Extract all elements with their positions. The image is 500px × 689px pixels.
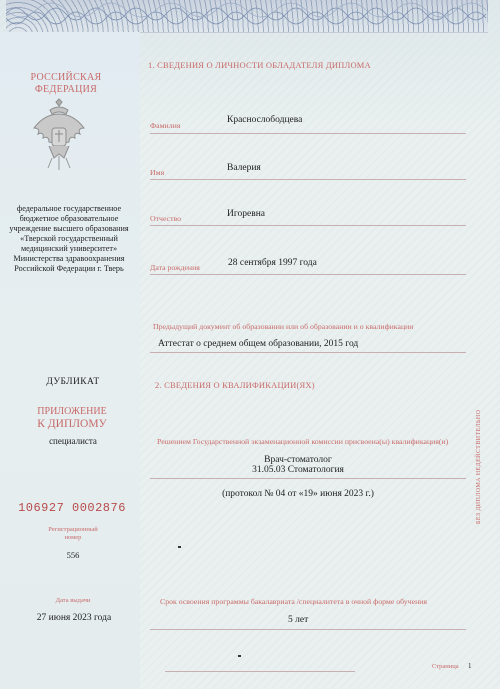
appendix-title-line2: К ДИПЛОМУ [37,418,107,430]
birth-date-value: 28 сентября 1997 года [228,258,317,268]
section2-title: 2. СВЕДЕНИЯ О КВАЛИФИКАЦИИ(ЯХ) [155,380,315,390]
issue-date-label: Дата выдачи [55,597,91,604]
prev-document-label: Предыдущий документ об образовании или об образовании и о квалификации [153,322,414,331]
study-term-line [150,629,466,630]
qualification-value: Врач-стоматолог [264,455,332,465]
validity-side-text: БЕЗ ДИПЛОМА НЕДЕЙСТВИТЕЛЬНО [476,409,482,524]
duplicate-label: ДУБЛИКАТ [46,377,100,387]
qualification-line [150,478,466,479]
ink-speck [178,546,181,548]
coat-of-arms-icon [28,98,90,174]
organization-name: федеральное государственное бюджетное образовательное учреждение высшего образования «Тверской государственный медицинский университет» Министерства здравоохранения Российской Федерации г. Тверь [9,204,129,273]
patronymic-line [150,225,466,226]
prev-document-value: Аттестат о среднем общем образовании, 2015 год [158,339,359,349]
birth-date-line [150,274,466,275]
section1-title: 1. СВЕДЕНИЯ О ЛИЧНОСТИ ОБЛАДАТЕЛЯ ДИПЛОМА [148,60,371,70]
bottom-line [165,671,355,672]
name-value: Валерия [227,163,261,173]
issue-date: 27 июня 2023 года [36,613,112,623]
patronymic-label: Отчество [150,214,182,223]
registration-number: 556 [66,550,80,560]
specialty-value: 31.05.03 Стоматология [252,465,344,475]
surname-line [150,133,466,134]
appendix-title-line1: ПРИЛОЖЕНИЕ [37,406,107,417]
serial-number: 106927 0002876 [18,501,126,515]
name-label: Имя [150,168,165,177]
patronymic-value: Игоревна [227,209,266,219]
guilloche-border [6,0,488,33]
name-line [150,179,466,180]
ink-speck [238,655,241,657]
registration-label: Регистрационный номер [48,526,98,541]
page-number: 1 [468,662,472,670]
page-label: Страница [432,663,459,670]
birth-date-label: Дата рождения [150,263,200,272]
study-term-value: 5 лет [288,615,309,625]
protocol-value: (протокол № 04 от «19» июня 2023 г.) [222,489,374,499]
surname-value: Краснослободцева [227,115,303,125]
prev-document-line [150,352,466,353]
decision-label: Решением Государственной экзаменационной комиссии присвоена(ы) квалификация(и) [157,437,449,446]
surname-label: Фамилия [150,121,181,130]
country-title: РОССИЙСКАЯ ФЕДЕРАЦИЯ [30,72,102,95]
degree-level: специалиста [49,436,97,446]
study-term-label: Срок освоения программы бакалавриата /специалитета в очной форме обучения [160,597,428,606]
